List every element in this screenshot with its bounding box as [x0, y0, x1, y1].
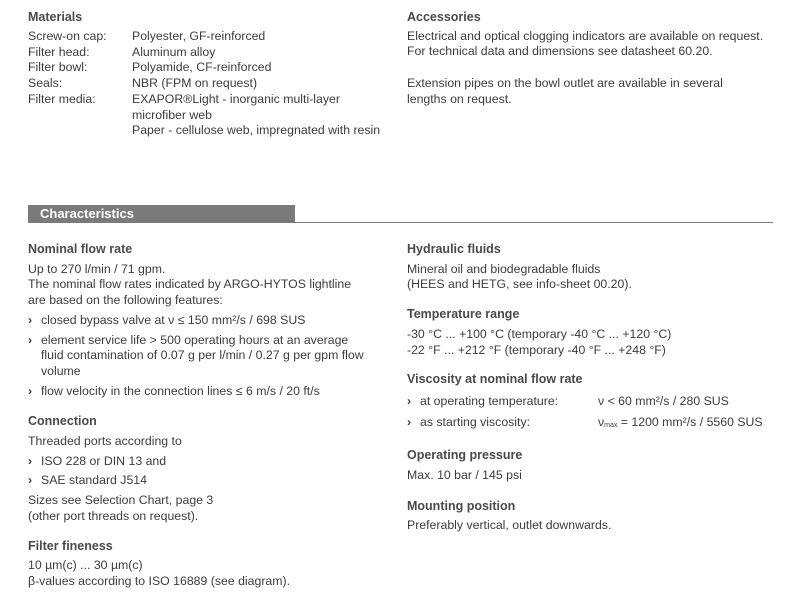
nominal-flow-bullet: › flow velocity in the connection lines ≤ 6 m/s / 20 ft/s [28, 384, 368, 400]
operating-pressure-text: Max. 10 bar / 145 psi [407, 468, 522, 483]
nominal-flow-text-1: Up to 270 l/min / 71 gpm. [28, 261, 166, 276]
characteristics-divider [295, 222, 773, 223]
filter-fineness-heading: Filter fineness [28, 538, 113, 553]
temperature-text-2: -22 °F ... +212 °F (temporary -40 °F ... +248 °F) [407, 342, 666, 357]
viscosity-row [407, 415, 777, 434]
materials-value: EXAPOR®Light - inorganic multi-layer microfiber web [132, 91, 340, 122]
characteristics-band: Characteristics [28, 205, 295, 223]
materials-key: Seals: [28, 76, 63, 91]
viscosity-row [407, 394, 777, 410]
connection-text-1: Threaded ports according to [28, 434, 182, 449]
materials-key: Filter head: [28, 44, 90, 59]
left-column [28, 242, 368, 590]
materials-row [28, 76, 402, 92]
max-subscript: max [604, 421, 618, 429]
accessories-section [407, 10, 777, 108]
accessories-text-1: Electrical and optical clogging indicators are available on request. For technical data and dimensions see datasheet 60.20. [407, 28, 764, 59]
hydraulic-fluids-heading: Hydraulic fluids [407, 242, 501, 256]
right-column [407, 242, 777, 534]
viscosity-value-text: = 1200 mm²/s / 5560 SUS [617, 414, 763, 429]
connection-heading: Connection [28, 414, 97, 429]
hydraulic-fluids-text-1: Mineral oil and biodegradable fluids [407, 261, 601, 276]
materials-row [28, 92, 402, 123]
materials-value: Paper - cellulose web, impregnated with resin [132, 123, 381, 138]
connection-bullet: › ISO 228 or DIN 13 and [28, 454, 368, 470]
viscosity-heading: Viscosity at nominal flow rate [407, 372, 583, 387]
materials-key: Filter bowl: [28, 60, 88, 75]
nu-symbol: ν [598, 414, 605, 429]
materials-key: Filter media: [28, 91, 96, 106]
nominal-flow-bullet: › closed bypass valve at ν ≤ 150 mm²/s / 698 SUS [28, 313, 368, 329]
materials-key [28, 123, 132, 139]
materials-row [28, 45, 402, 61]
nominal-flow-text-2: The nominal flow rates indicated by ARGO-HYTOS lightline are based on the following features: [28, 277, 352, 308]
materials-value: Polyester, GF-reinforced [132, 29, 266, 43]
materials-value: Polyamide, CF-reinforced [132, 60, 272, 75]
materials-row [28, 29, 402, 45]
materials-value: Aluminum alloy [132, 44, 216, 59]
temperature-heading: Temperature range [407, 307, 520, 322]
operating-pressure-heading: Operating pressure [407, 448, 523, 463]
viscosity-value: ν < 60 mm²/s / 280 SUS [598, 393, 729, 408]
temperature-text-1: -30 °C ... +100 °C (temporary -40 °C ... +120 °C) [407, 326, 672, 341]
connection-bullet: › SAE standard J514 [28, 473, 368, 489]
mounting-heading: Mounting position [407, 498, 516, 513]
materials-table [28, 29, 402, 139]
materials-row [28, 60, 402, 76]
mounting-text: Preferably vertical, outlet downwards. [407, 518, 612, 533]
viscosity-label: › at operating temperature: [407, 394, 598, 410]
materials-value: NBR (FPM on request) [132, 76, 258, 91]
filter-fineness-text-2: β-values according to ISO 16889 (see diagram). [28, 573, 291, 588]
materials-heading: Materials [28, 10, 83, 24]
accessories-text-2: Extension pipes on the bowl outlet are available in several lengths on request. [407, 76, 723, 106]
nominal-flow-bullet: › element service life > 500 operating hours at an average fluid contamination of 0.07 g per l/min / 0.27 g per gpm flow volume [28, 333, 371, 380]
accessories-heading: Accessories [407, 10, 481, 24]
nominal-flow-heading: Nominal flow rate [28, 242, 133, 256]
hydraulic-fluids-text-2: (HEES and HETG, see info-sheet 00.20). [407, 277, 632, 292]
viscosity-label: › as starting viscosity: [407, 415, 598, 434]
connection-text-3: (other port threads on request). [28, 508, 199, 523]
viscosity-value [598, 415, 763, 434]
connection-text-2: Sizes see Selection Chart, page 3 [28, 493, 214, 508]
materials-key: Screw-on cap: [28, 29, 107, 43]
materials-row [28, 123, 402, 139]
filter-fineness-text-1: 10 µm(c) ... 30 µm(c) [28, 558, 143, 573]
